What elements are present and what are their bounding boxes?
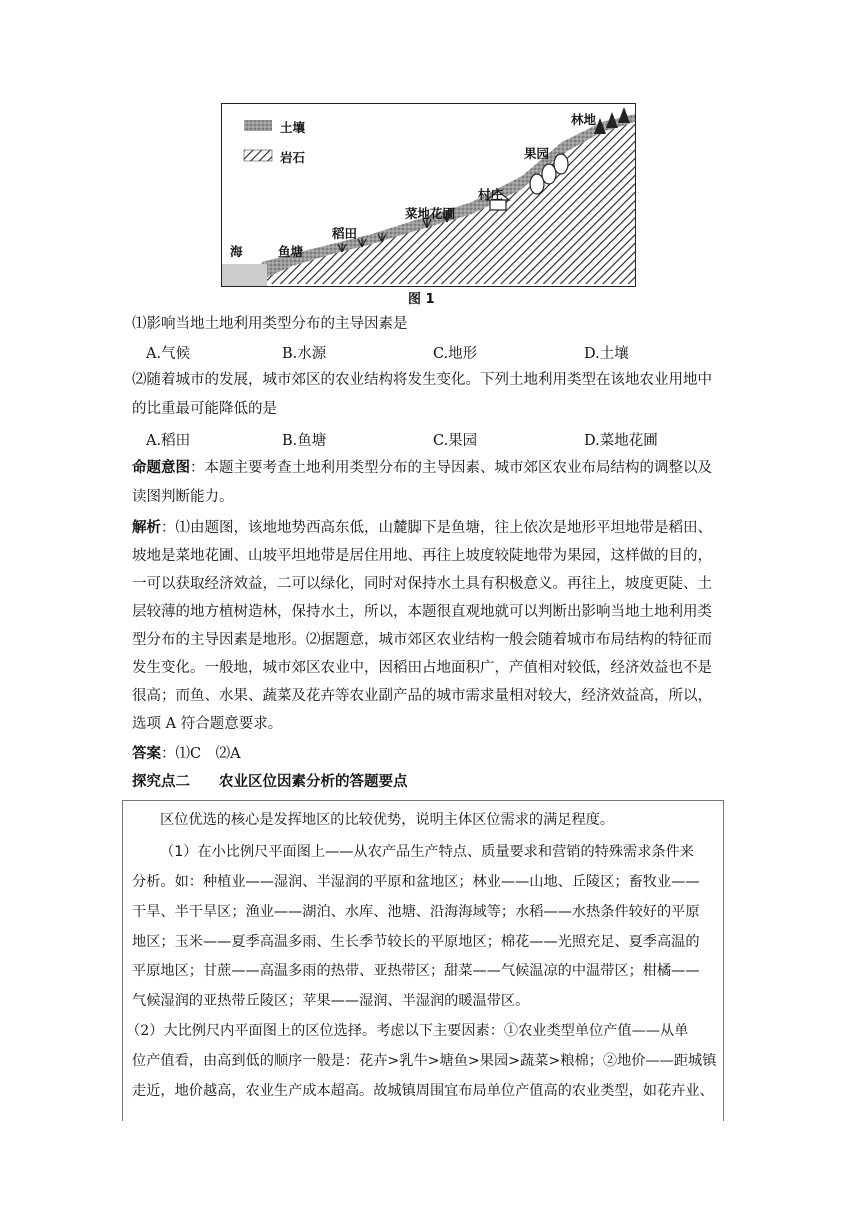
legend-rock-swatch <box>244 150 272 161</box>
q2-option-d: D.菜地花圃 <box>584 433 658 449</box>
q1-stem: ⑴影响当地土地利用类型分布的主导因素是 <box>132 316 408 332</box>
box-p2-line3: 走近，地价越高，农业生产成本超高。故城镇周围宜布局单位产值高的农业类型，如花卉业、 <box>132 1083 714 1099</box>
intent-label: 命题意图 <box>132 459 190 476</box>
analysis-line5: 型分布的主导因素是地形。⑵据题意，城市郊区农业结构一般会随着城市布局结构的特征而 <box>132 632 712 648</box>
label-orchard: 果园 <box>524 146 550 161</box>
section2-heading: 探究点二 农业区位因素分析的答题要点 <box>132 773 408 790</box>
box-p1-line1: （1）在小比例尺平面图上——从农产品生产特点、质量要求和营销的特殊需求条件来 <box>160 844 694 860</box>
analysis-line7: 很高；而鱼、水果、蔬菜及花卉等农业副产品的城市需求量相对较大，经济效益高，所以， <box>132 688 712 704</box>
box-p1-line2: 分析。如：种植业——湿润、半湿润的平原和盆地区；林业——山地、丘陵区；畜牧业—— <box>132 874 700 890</box>
intent-line1: 命题意图：本题主要考查土地利用类型分布的主导因素、城市郊区农业布局结构的调整以及 <box>132 459 712 476</box>
analysis-line4: 层较薄的地方植树造林，保持水土，所以，本题很直观地就可以判断出影响当地土地利用类 <box>132 604 712 620</box>
intent-line2: 读图判断能力。 <box>132 489 234 505</box>
q2-option-c: C.果园 <box>433 433 478 449</box>
legend-soil-swatch <box>244 120 272 131</box>
figure-caption: 图 1 <box>408 292 435 307</box>
analysis-line8: 选项 A 符合题意要求。 <box>132 716 283 732</box>
analysis-line6: 发生变化。一般地，城市郊区农业中，因稻田占地面积广，产值相对较低，经济效益也不是 <box>132 660 712 676</box>
label-forest: 林地 <box>571 112 597 127</box>
box-p1-line6: 气候湿润的亚热带丘陵区；苹果——湿润、半湿润的暖温带区。 <box>132 993 530 1009</box>
q2-option-a: A.稻田 <box>146 433 191 449</box>
q1-option-b: B.水源 <box>282 346 327 362</box>
q2-stem-line1: ⑵随着城市的发展，城市郊区的农业结构将发生变化。下列土地利用类型在该地农业用地中 <box>132 372 712 388</box>
analysis-line1: 解析：⑴由题图，该地地势西高东低，山麓脚下是鱼塘，往上依次是地形平坦地带是稻田、 <box>132 519 712 536</box>
q1-option-a: A.气候 <box>146 346 191 362</box>
label-paddy: 稻田 <box>332 226 358 241</box>
analysis-line2: 坡地是菜地花圃、山坡平坦地带是居住用地、再往上坡度较陡地带为果园，这样做的目的， <box>132 548 712 564</box>
q2-option-b: B.鱼塘 <box>282 433 327 449</box>
label-fish-pond: 鱼塘 <box>278 244 304 259</box>
box-p2-line2: 位产值看，由高到低的顺序一般是：花卉>乳牛>塘鱼>果园>蔬菜>粮棉；②地价——距城镇 <box>132 1053 717 1069</box>
label-village: 村庄 <box>478 187 504 202</box>
box-p2-line1: （2）大比例尺内平面图上的区位选择。考虑以下主要因素：①农业类型单位产值——从单 <box>126 1023 689 1039</box>
label-vegetable-garden: 菜地花圃 <box>405 206 456 221</box>
box-intro: 区位优选的核心是发挥地区的比较优势，说明主体区位需求的满足程度。 <box>160 812 615 828</box>
q1-option-c: C.地形 <box>433 346 478 362</box>
legend-soil-label: 土壤 <box>280 120 306 135</box>
sea-area <box>222 264 267 286</box>
box-p1-line3: 干旱、半干旱区；渔业——湖泊、水库、池塘、沿海海域等；水稻——水热条件较好的平原 <box>132 904 700 920</box>
box-p1-line4: 地区；玉米——夏季高温多雨、生长季节较长的平原地区；棉花——光照充足、夏季高温的 <box>132 934 700 950</box>
analysis-line3: 一可以获取经济效益，二可以绿化，同时对保持水土具有积极意义。再往上，坡度更陡、土 <box>132 576 712 592</box>
label-sea: 海 <box>230 244 243 259</box>
q1-option-d: D.土壤 <box>584 346 629 362</box>
terrain-figure <box>221 103 636 287</box>
box-p1-line5: 平原地区；甘蔗——高温多雨的热带、亚热带区；甜菜——气候温凉的中温带区；柑橘—— <box>132 963 700 979</box>
q2-stem-line2: 的比重最可能降低的是 <box>132 401 277 417</box>
answer-line: 答案：⑴C ⑵A <box>132 745 241 762</box>
answer-label: 答案 <box>132 745 161 762</box>
legend-rock-label: 岩石 <box>280 150 306 165</box>
analysis-label: 解析 <box>132 519 161 536</box>
